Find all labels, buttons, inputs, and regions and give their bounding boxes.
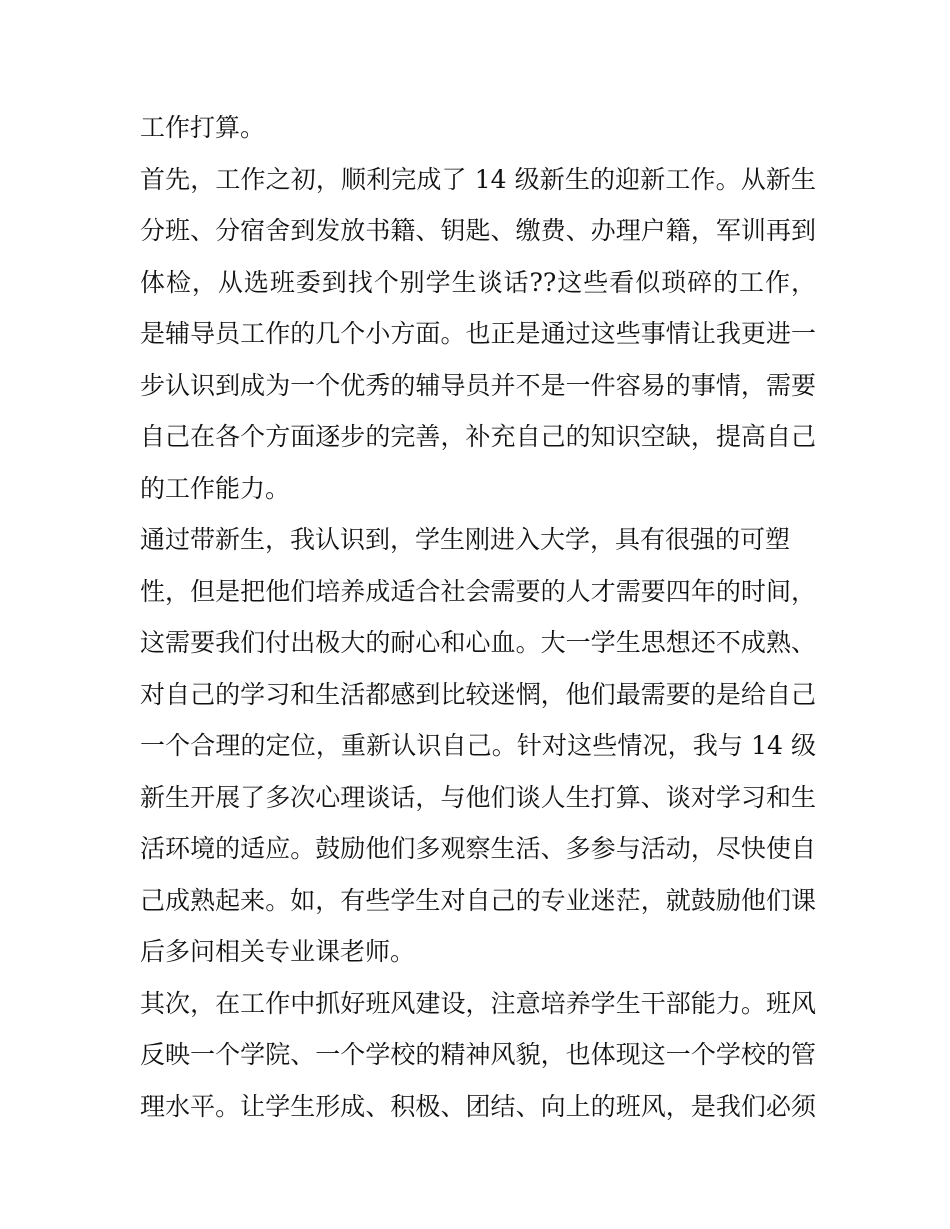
text-line: 其次，在工作中抓好班风建设，注意培养学生干部能力。班风 (140, 988, 816, 1018)
text-line: 对自己的学习和生活都感到比较迷惘，他们最需要的是给自己 (140, 679, 816, 709)
text-line: 通过带新生，我认识到，学生刚进入大学，具有很强的可塑 (140, 525, 791, 554)
text-line: 这需要我们付出极大的耐心和心血。大一学生思想还不成熟、 (140, 628, 816, 657)
text-line: 活环境的适应。鼓励他们多观察生活、多参与活动，尽快使自 (140, 834, 816, 863)
text-line: 反映一个学院、一个学校的精神风貌，也体现这一个学校的管 (140, 1040, 816, 1069)
text-line: 一个合理的定位，重新认识自己。针对这些情况，我与 14 级 (140, 731, 816, 760)
text-line: 的工作能力。 (140, 473, 291, 503)
text-line: 首先，工作之初，顺利完成了 14 级新生的迎新工作。从新生 (140, 164, 816, 194)
text-line: 分班、分宿舍到发放书籍、钥匙、缴费、办理户籍，军训再到 (140, 216, 816, 245)
text-line: 新生开展了多次心理谈话，与他们谈人生打算、谈对学习和生 (140, 782, 816, 812)
text-line: 性，但是把他们培养成适合社会需要的人才需要四年的时间， (140, 576, 816, 606)
text-line: 理水平。让学生形成、积极、团结、向上的班风，是我们必须 (140, 1091, 816, 1121)
text-line: 体检，从选班委到找个别学生谈话??这些看似琐碎的工作， (140, 267, 816, 297)
text-line: 自己在各个方面逐步的完善，补充自己的知识空缺，提高自己 (140, 422, 816, 451)
text-line: 步认识到成为一个优秀的辅导员并不是一件容易的事情，需要 (140, 370, 816, 400)
text-line: 是辅导员工作的几个小方面。也正是通过这些事情让我更进一 (140, 319, 816, 348)
text-line: 后多问相关专业课老师。 (140, 937, 416, 966)
text-line: 己成熟起来。如，有些学生对自己的专业迷茫，就鼓励他们课 (140, 885, 816, 915)
document-body (140, 102, 816, 1132)
text-line: 工作打算。 (140, 113, 266, 142)
